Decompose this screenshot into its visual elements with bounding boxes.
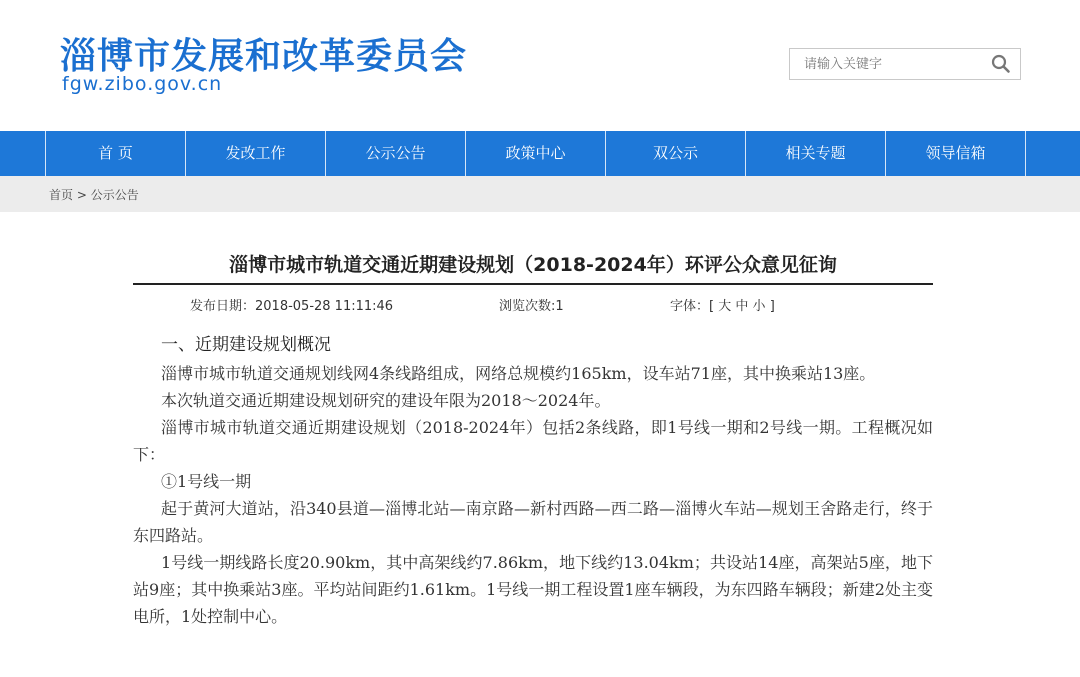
paragraph: 本次轨道交通近期建设规划研究的建设年限为2018～2024年。	[161, 391, 611, 410]
font-large-button[interactable]: 大	[718, 299, 732, 314]
breadcrumb-bar	[0, 176, 1080, 212]
font-medium-button[interactable]: 中	[735, 299, 749, 314]
paragraph: 淄博市城市轨道交通近期建设规划（2018-2024年）包括2条线路，即1号线一期和2号线一期。工程概况如下：	[133, 418, 933, 464]
main-nav	[0, 131, 1080, 176]
breadcrumb-current[interactable]: 公示公告	[90, 188, 139, 202]
nav-item-policy[interactable]: 政策中心	[466, 131, 606, 176]
font-size-switcher	[670, 295, 775, 314]
article-title: 淄博市城市轨道交通近期建设规划（2018-2024年）环评公众意见征询	[229, 254, 837, 276]
nav-item-home[interactable]: 首 页	[46, 131, 186, 176]
font-label: 字体：[	[670, 299, 715, 314]
nav-item-work[interactable]: 发改工作	[186, 131, 326, 176]
section-heading: 一、近期建设规划概况	[161, 335, 331, 355]
nav-item-topics[interactable]: 相关专题	[746, 131, 886, 176]
nav-item-double-publicity[interactable]: 双公示	[606, 131, 746, 176]
nav-item-announcements[interactable]: 公示公告	[326, 131, 466, 176]
breadcrumb-separator: >	[73, 188, 91, 202]
breadcrumb	[49, 186, 139, 203]
site-url[interactable]: fgw.zibo.gov.cn	[62, 73, 223, 95]
paragraph: 1号线一期线路长度20.90km，其中高架线约7.86km，地下线约13.04km；共设站14座，高架站5座，地下站9座；其中换乘站3座。平均站间距约1.61km。1号线一期工程设置1座车辆段，为东四路车辆段；新建2处主变电所，1处控制中心。	[133, 553, 933, 626]
search-input[interactable]	[790, 49, 980, 79]
search-button[interactable]	[988, 52, 1014, 76]
publish-date: 发布日期：2018-05-28 11:11:46	[190, 299, 394, 314]
site-header	[0, 0, 1080, 131]
search-icon	[988, 52, 1014, 76]
view-count: 浏览次数:1	[499, 299, 564, 314]
font-label-close: ]	[769, 299, 775, 314]
breadcrumb-home[interactable]: 首页	[49, 188, 74, 202]
paragraph: 起于黄河大道站，沿340县道—淄博北站—南京路—新村西路—西二路—淄博火车站—规划王舍路走行，终于东四路站。	[133, 499, 933, 545]
font-small-button[interactable]: 小	[752, 299, 766, 314]
title-divider	[133, 283, 933, 285]
subsection-heading: ①1号线一期	[161, 472, 252, 491]
article-body	[133, 330, 933, 630]
site-title[interactable]: 淄博市发展和改革委员会	[60, 36, 468, 77]
search-box	[789, 48, 1021, 80]
nav-item-mailbox[interactable]: 领导信箱	[886, 131, 1026, 176]
paragraph: 淄博市城市轨道交通规划线网4条线路组成，网络总规模约165km，设车站71座，其中换乘站13座。	[161, 364, 876, 383]
